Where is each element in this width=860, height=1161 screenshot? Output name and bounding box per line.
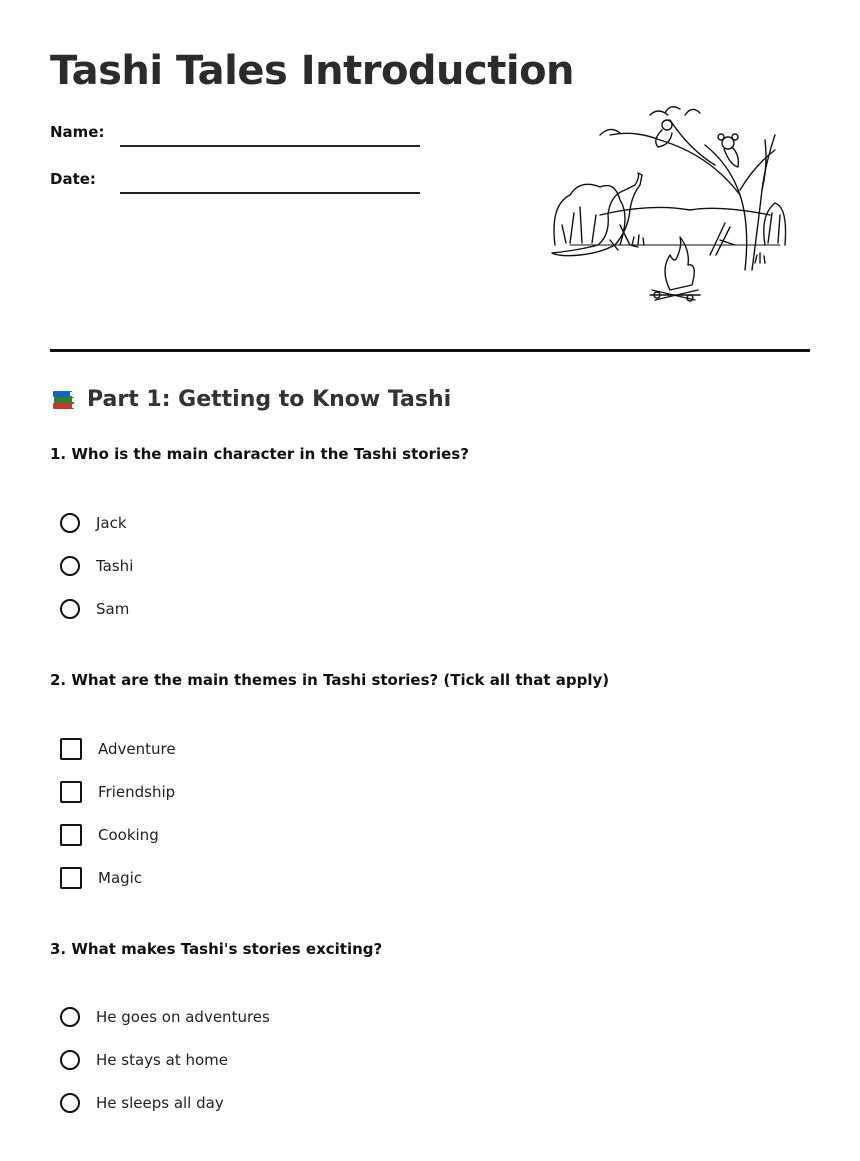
q2-option-friendship[interactable] (60, 779, 175, 805)
checkbox[interactable] (60, 738, 82, 760)
q2-option-adventure[interactable] (60, 736, 176, 762)
checkbox[interactable] (60, 867, 82, 889)
books-icon (50, 386, 77, 413)
name-field[interactable] (50, 117, 420, 147)
question-2: 2. What are the main themes in Tashi stories? (Tick all that apply) (50, 671, 610, 689)
bush-scene-illustration (540, 95, 790, 310)
q1-option-tashi[interactable] (60, 553, 133, 579)
q1-option-sam[interactable] (60, 596, 129, 622)
q2-option-magic[interactable] (60, 865, 142, 891)
date-label: Date: (50, 170, 96, 188)
radio-button[interactable] (60, 1093, 80, 1113)
option-label: Magic (98, 869, 143, 887)
q3-option-sleeps[interactable] (60, 1090, 224, 1116)
radio-button[interactable] (60, 556, 80, 576)
option-label: Cooking (98, 826, 159, 844)
option-label: Sam (96, 600, 130, 618)
part1-heading (50, 386, 451, 413)
section-divider (50, 349, 810, 352)
option-label: Adventure (98, 740, 176, 758)
option-label: He sleeps all day (96, 1094, 224, 1112)
q3-option-home[interactable] (60, 1047, 228, 1073)
option-label: He goes on adventures (96, 1008, 270, 1026)
radio-button[interactable] (60, 513, 80, 533)
option-label: Friendship (98, 783, 176, 801)
part1-heading-text: Part 1: Getting to Know Tashi (87, 387, 452, 412)
question-1: 1. Who is the main character in the Tashi stories? (50, 445, 469, 463)
q3-option-adventures[interactable] (60, 1004, 270, 1030)
option-label: Tashi (96, 557, 134, 575)
date-input-line[interactable] (120, 192, 420, 194)
name-label: Name: (50, 123, 105, 141)
radio-button[interactable] (60, 1007, 80, 1027)
name-input-line[interactable] (120, 145, 420, 147)
checkbox[interactable] (60, 781, 82, 803)
question-3: 3. What makes Tashi's stories exciting? (50, 940, 383, 958)
option-label: He stays at home (96, 1051, 228, 1069)
radio-button[interactable] (60, 1050, 80, 1070)
option-label: Jack (96, 514, 127, 532)
q1-option-jack[interactable] (60, 510, 127, 536)
page-title: Tashi Tales Introduction (50, 48, 575, 94)
q2-option-cooking[interactable] (60, 822, 159, 848)
date-field[interactable] (50, 164, 420, 194)
radio-button[interactable] (60, 599, 80, 619)
checkbox[interactable] (60, 824, 82, 846)
